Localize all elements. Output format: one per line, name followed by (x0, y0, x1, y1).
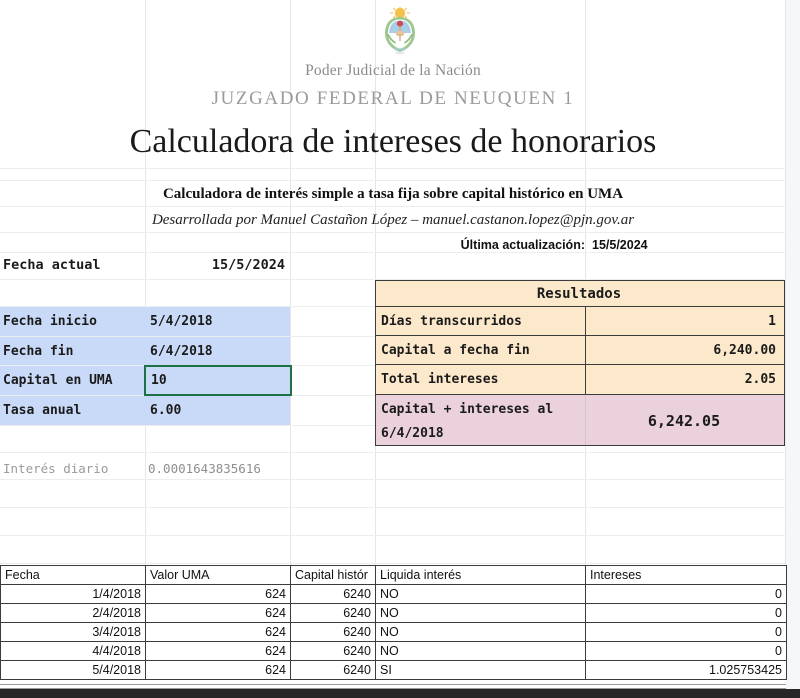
input-label-fecha-fin: Fecha fin (0, 337, 145, 365)
result-value-capital-fin: 6,240.00 (713, 343, 776, 358)
cell-capital-historico: 6240 (291, 642, 376, 661)
page-title: Calculadora de intereses de honorarios (129, 123, 657, 160)
current-date-label: Fecha actual (3, 257, 101, 273)
table-row[interactable] (1, 661, 787, 680)
cell-capital-historico: 6240 (291, 661, 376, 680)
daily-rate-value: 0.0001643835616 (148, 461, 261, 476)
cell-intereses: 1.025753425 (586, 661, 787, 680)
cell-fecha: 2/4/2018 (1, 604, 146, 623)
gridline-row (0, 252, 786, 253)
daily-rate-label: Interés diario (3, 461, 109, 476)
column-header-capital-historico[interactable]: Capital histór (291, 566, 376, 585)
result-total-label-line2: 6/4/2018 (381, 425, 444, 441)
last-update-label: Última actualización: (460, 238, 585, 252)
cell-intereses: 0 (586, 604, 787, 623)
cell-liquida-interes: NO (376, 642, 586, 661)
cell-fecha: 1/4/2018 (1, 585, 146, 604)
input-label-capital-uma: Capital en UMA (0, 366, 145, 395)
gridline-row (0, 452, 786, 453)
gridline-col (145, 0, 146, 565)
cell-valor-uma: 624 (146, 585, 291, 604)
cell-liquida-interes: NO (376, 604, 586, 623)
last-update-value: 15/5/2024 (592, 238, 648, 252)
input-label-fecha-inicio: Fecha inicio (0, 307, 145, 336)
gridline-row (0, 232, 786, 233)
result-total-value: 6,242.05 (647, 411, 721, 430)
column-header-liquida-interes[interactable]: Liquida interés (376, 566, 586, 585)
argentina-coat-of-arms-icon (378, 6, 422, 58)
cell-capital-historico: 6240 (291, 585, 376, 604)
gridline-row (0, 563, 786, 564)
result-value-dias: 1 (768, 314, 776, 329)
cell-liquida-interes: SI (376, 661, 586, 680)
cell-valor-uma: 624 (146, 623, 291, 642)
cell-capital-historico: 6240 (291, 623, 376, 642)
detail-table (0, 565, 787, 680)
cell-liquida-interes: NO (376, 623, 586, 642)
results-divider (375, 394, 784, 395)
gridline-row (0, 168, 786, 169)
gridline-row (0, 479, 786, 480)
cell-valor-uma: 624 (146, 604, 291, 623)
cell-valor-uma: 624 (146, 661, 291, 680)
table-row[interactable] (1, 642, 787, 661)
column-header-intereses[interactable]: Intereses (586, 566, 787, 585)
sheet-right-margin (786, 0, 800, 698)
result-value-total-intereses: 2.05 (744, 372, 776, 387)
table-row[interactable] (1, 585, 787, 604)
page-subtitle: Calculadora de interés simple a tasa fija sobre capital histórico en UMA (162, 186, 624, 202)
current-date-value: 15/5/2024 (211, 257, 285, 273)
input-label-tasa-anual: Tasa anual (0, 396, 145, 425)
cell-fecha: 3/4/2018 (1, 623, 146, 642)
input-value-fecha-fin[interactable]: 6/4/2018 (145, 337, 290, 365)
cell-intereses: 0 (586, 585, 787, 604)
organization-name: Poder Judicial de la Nación (305, 62, 481, 79)
cell-fecha: 4/4/2018 (1, 642, 146, 661)
input-value-fecha-inicio[interactable]: 5/4/2018 (145, 307, 290, 336)
cell-valor-uma: 624 (146, 642, 291, 661)
cell-intereses: 0 (586, 642, 787, 661)
result-total-label-line1: Capital + intereses al (381, 401, 554, 417)
cell-fecha: 5/4/2018 (1, 661, 146, 680)
viewport-bottom-edge (0, 689, 800, 698)
results-heading: Resultados (536, 286, 622, 302)
column-header-fecha[interactable]: Fecha (1, 566, 146, 585)
column-header-valor-uma[interactable]: Valor UMA (146, 566, 291, 585)
gridline-row (0, 535, 786, 536)
result-label-total-intereses: Total intereses (381, 372, 499, 387)
cell-intereses: 0 (586, 623, 787, 642)
gridline-row (0, 180, 786, 181)
cell-capital-historico: 6240 (291, 604, 376, 623)
gridline-row (0, 507, 786, 508)
input-value-tasa-anual[interactable]: 6.00 (145, 396, 290, 425)
detail-table-wrapper (0, 565, 786, 680)
gridline-col (290, 0, 291, 565)
result-label-dias: Días transcurridos (381, 314, 522, 329)
cell-liquida-interes: NO (376, 585, 586, 604)
court-name: JUZGADO FEDERAL DE NEUQUEN 1 (211, 88, 575, 109)
gridline-row (0, 206, 786, 207)
table-header-row (1, 566, 787, 585)
table-row[interactable] (1, 604, 787, 623)
input-value-capital-uma[interactable]: 10 (144, 365, 292, 396)
author-credit: Desarrollada por Manuel Castañon López – manuel.castanon.lopez@pjn.gov.ar (151, 212, 635, 228)
gridline-col (585, 447, 586, 565)
table-row[interactable] (1, 623, 787, 642)
result-label-capital-fin: Capital a fecha fin (381, 343, 530, 358)
